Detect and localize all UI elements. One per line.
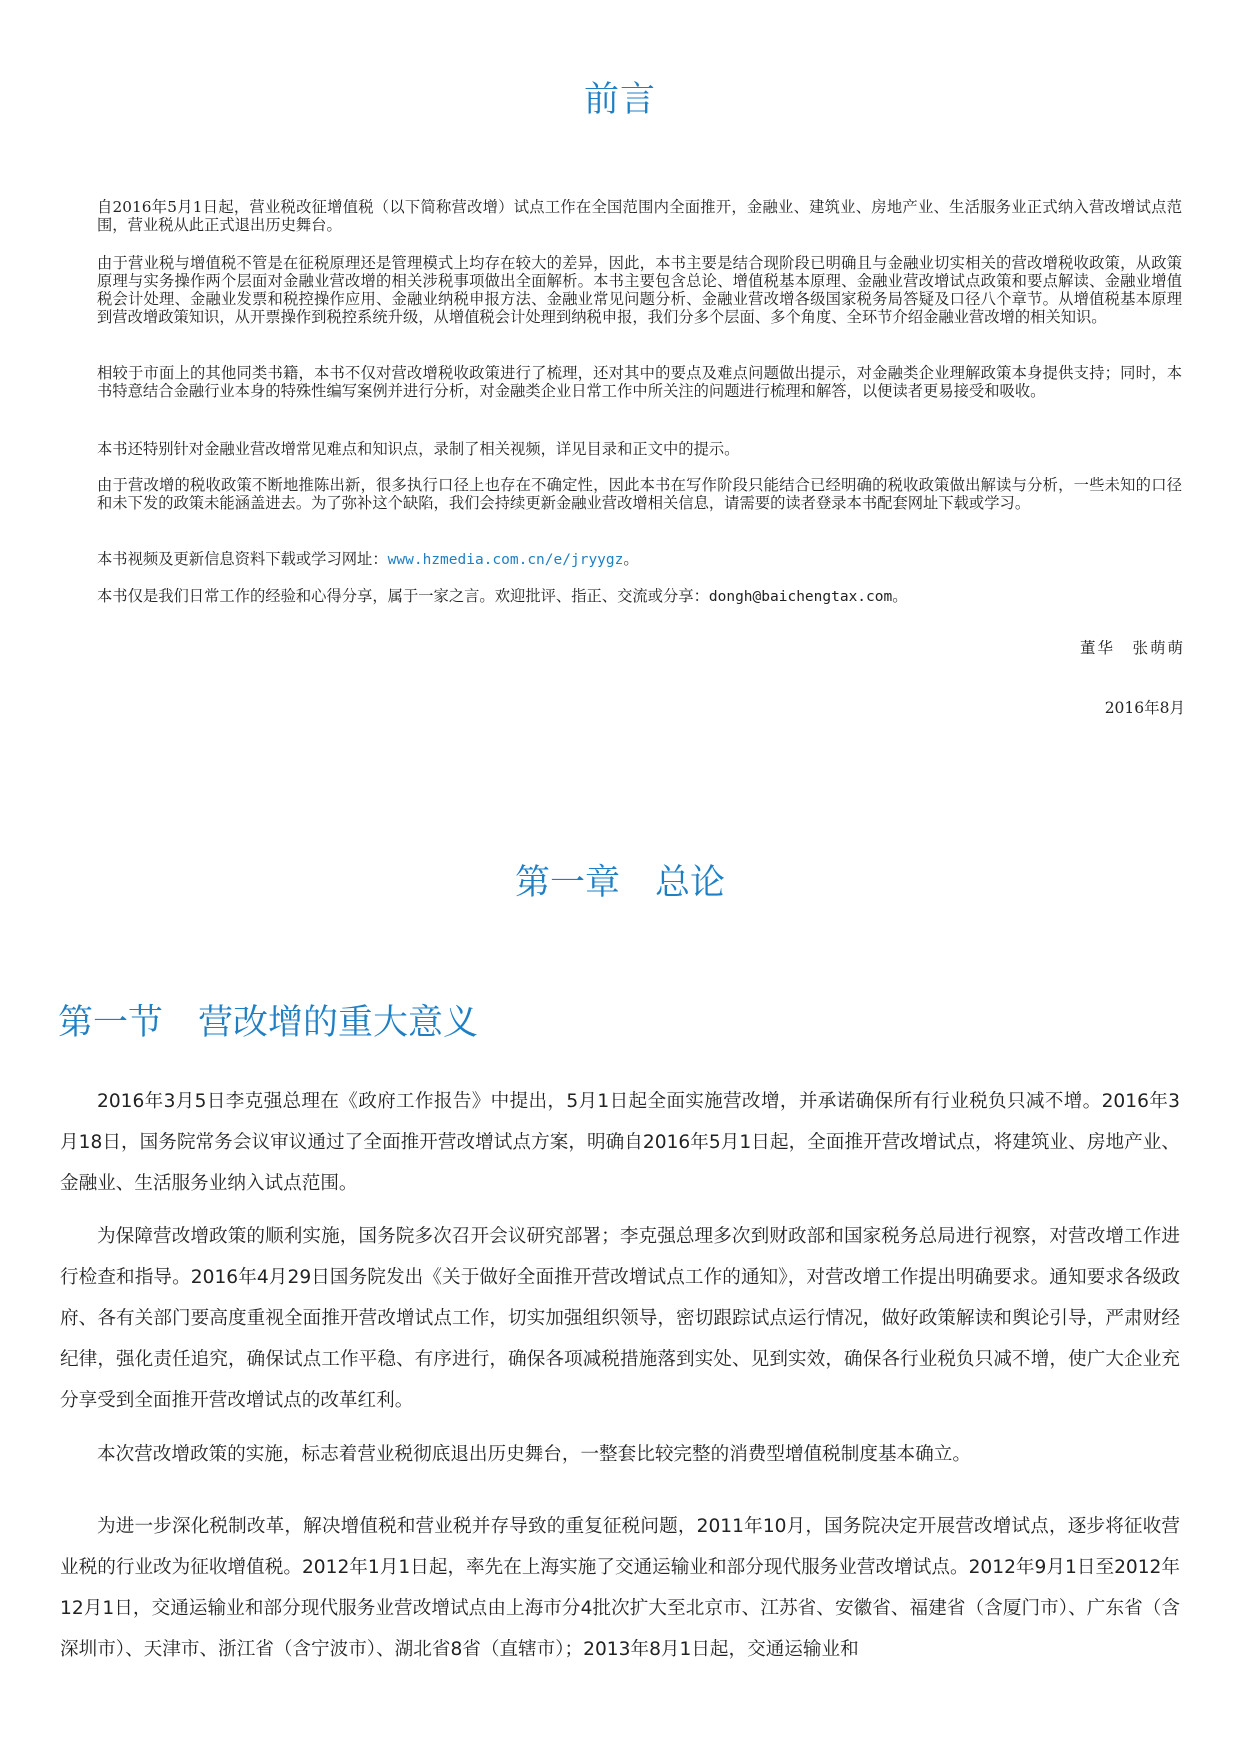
preface-paragraph	[97, 364, 1182, 400]
preface-paragraph	[97, 440, 1182, 458]
body-paragraph-text: 本次营改增政策的实施，标志着营业税彻底退出历史舞台，一整套比较完整的消费型增值税制度基本确立。	[97, 1444, 971, 1465]
body-paragraph-text: 2016年3月5日李克强总理在《政府工作报告》中提出，5月1日起全面实施营改增，并承诺确保所有行业税负只减不增。2016年3月18日，国务院常务会议审议通过了全面推开营改增试点方案，明确自2016年5月1日起，全面推开营改增试点，将建筑业、房地产业、金融业、生活服务业纳入试点范围。	[60, 1091, 1180, 1194]
preface-paragraph-text: 由于营改增的税收政策不断地推陈出新，很多执行口径上也存在不确定性，因此本书在写作阶段只能结合已经明确的税收政策做出解读与分析，一些未知的口径和未下发的政策未能涵盖进去。为了弥补这个缺陷，我们会持续更新金融业营改增相关信息，请需要的读者登录本书配套网址下载或学习。	[97, 476, 1182, 512]
download-prefix: 本书视频及更新信息资料下载或学习网址：	[97, 550, 388, 568]
preface-paragraph	[97, 198, 1182, 234]
preface-title: 前言	[583, 80, 656, 120]
body-paragraph	[60, 1081, 1180, 1204]
closing-prefix: 本书仅是我们日常工作的经验和心得分享，属于一家之言。欢迎批评、指正、交流或分享：	[97, 587, 709, 605]
download-url-link[interactable]: www.hzmedia.com.cn/e/jryygz	[387, 552, 624, 568]
body-paragraph-text: 为进一步深化税制改革，解决增值税和营业税并存导致的重复征税问题，2011年10月，国务院决定开展营改增试点，逐步将征收营业税的行业改为征收增值税。2012年1月1日起，率先在上海实施了交通运输业和部分现代服务业营改增试点。2012年9月1日至2012年12月1日，交通运输业和部分现代服务业营改增试点由上海市分4批次扩大至北京市、江苏省、安徽省、福建省（含厦门市）、广东省（含深圳市）、天津市、浙江省（含宁波市）、湖北省8省（直辖市）；2013年8月1日起，交通运输业和	[60, 1516, 1180, 1660]
body-paragraph-text: 为保障营改增政策的顺利实施，国务院多次召开会议研究部署；李克强总理多次到财政部和国家税务总局进行视察，对营改增工作进行检查和指导。2016年4月29日国务院发出《关于做好全面推开营改增试点工作的通知》，对营改增工作提出明确要求。通知要求各级政府、各有关部门要高度重视全面推开营改增试点工作，切实加强组织领导，密切跟踪试点运行情况，做好政策解读和舆论引导，严肃财经纪律，强化责任追究，确保试点工作平稳、有序进行，确保各项减税措施落到实处、见到实效，确保各行业税负只减不增，使广大企业充分享受到全面推开营改增试点的改革红利。	[60, 1226, 1180, 1411]
preface-paragraph-text: 自2016年5月1日起，营业税改征增值税（以下简称营改增）试点工作在全国范围内全面推开，金融业、建筑业、房地产业、生活服务业正式纳入营改增试点范围，营业税从此正式退出历史舞台。	[97, 198, 1182, 234]
preface-paragraph	[97, 476, 1182, 512]
preface-paragraph-text: 本书还特别针对金融业营改增常见难点和知识点，录制了相关视频，详见目录和正文中的提示。	[97, 440, 740, 458]
body-paragraph	[60, 1506, 1180, 1670]
body-paragraph	[60, 1216, 1180, 1421]
preface-date: 2016年8月	[1104, 699, 1185, 717]
closing-line	[97, 587, 1182, 606]
preface-paragraph	[97, 254, 1182, 326]
closing-suffix: 。	[892, 587, 908, 605]
download-line	[97, 550, 1182, 569]
preface-paragraph-text: 由于营业税与增值税不管是在征税原理还是管理模式上均存在较大的差异，因此，本书主要是结合现阶段已明确且与金融业切实相关的营改增税收政策，从政策原理与实务操作两个层面对金融业营改增的相关涉税事项做出全面解析。本书主要包含总论、增值税基本原理、金融业营改增试点政策和要点解读、金融业增值税会计处理、金融业发票和税控操作应用、金融业纳税申报方法、金融业常见问题分析、金融业营改增各级国家税务局答疑及口径八个章节。从增值税基本原理到营改增政策知识，从开票操作到税控系统升级，从增值税会计处理到纳税申报，我们分多个层面、多个角度、全环节介绍金融业营改增的相关知识。	[97, 254, 1182, 326]
preface-paragraph-text: 相较于市面上的其他同类书籍，本书不仅对营改增税收政策进行了梳理，还对其中的要点及难点问题做出提示，对金融类企业理解政策本身提供支持；同时，本书特意结合金融行业本身的特殊性编写案例并进行分析，对金融类企业日常工作中所关注的问题进行梳理和解答，以便读者更易接受和吸收。	[97, 364, 1182, 400]
contact-email: dongh@baichengtax.com	[708, 589, 893, 605]
preface-authors: 董华 张萌萌	[1079, 639, 1185, 657]
download-suffix: 。	[623, 550, 639, 568]
chapter-title: 第一章 总论	[514, 863, 725, 903]
body-paragraph	[60, 1434, 1180, 1475]
section-title: 第一节 营改增的重大意义	[58, 1003, 479, 1043]
